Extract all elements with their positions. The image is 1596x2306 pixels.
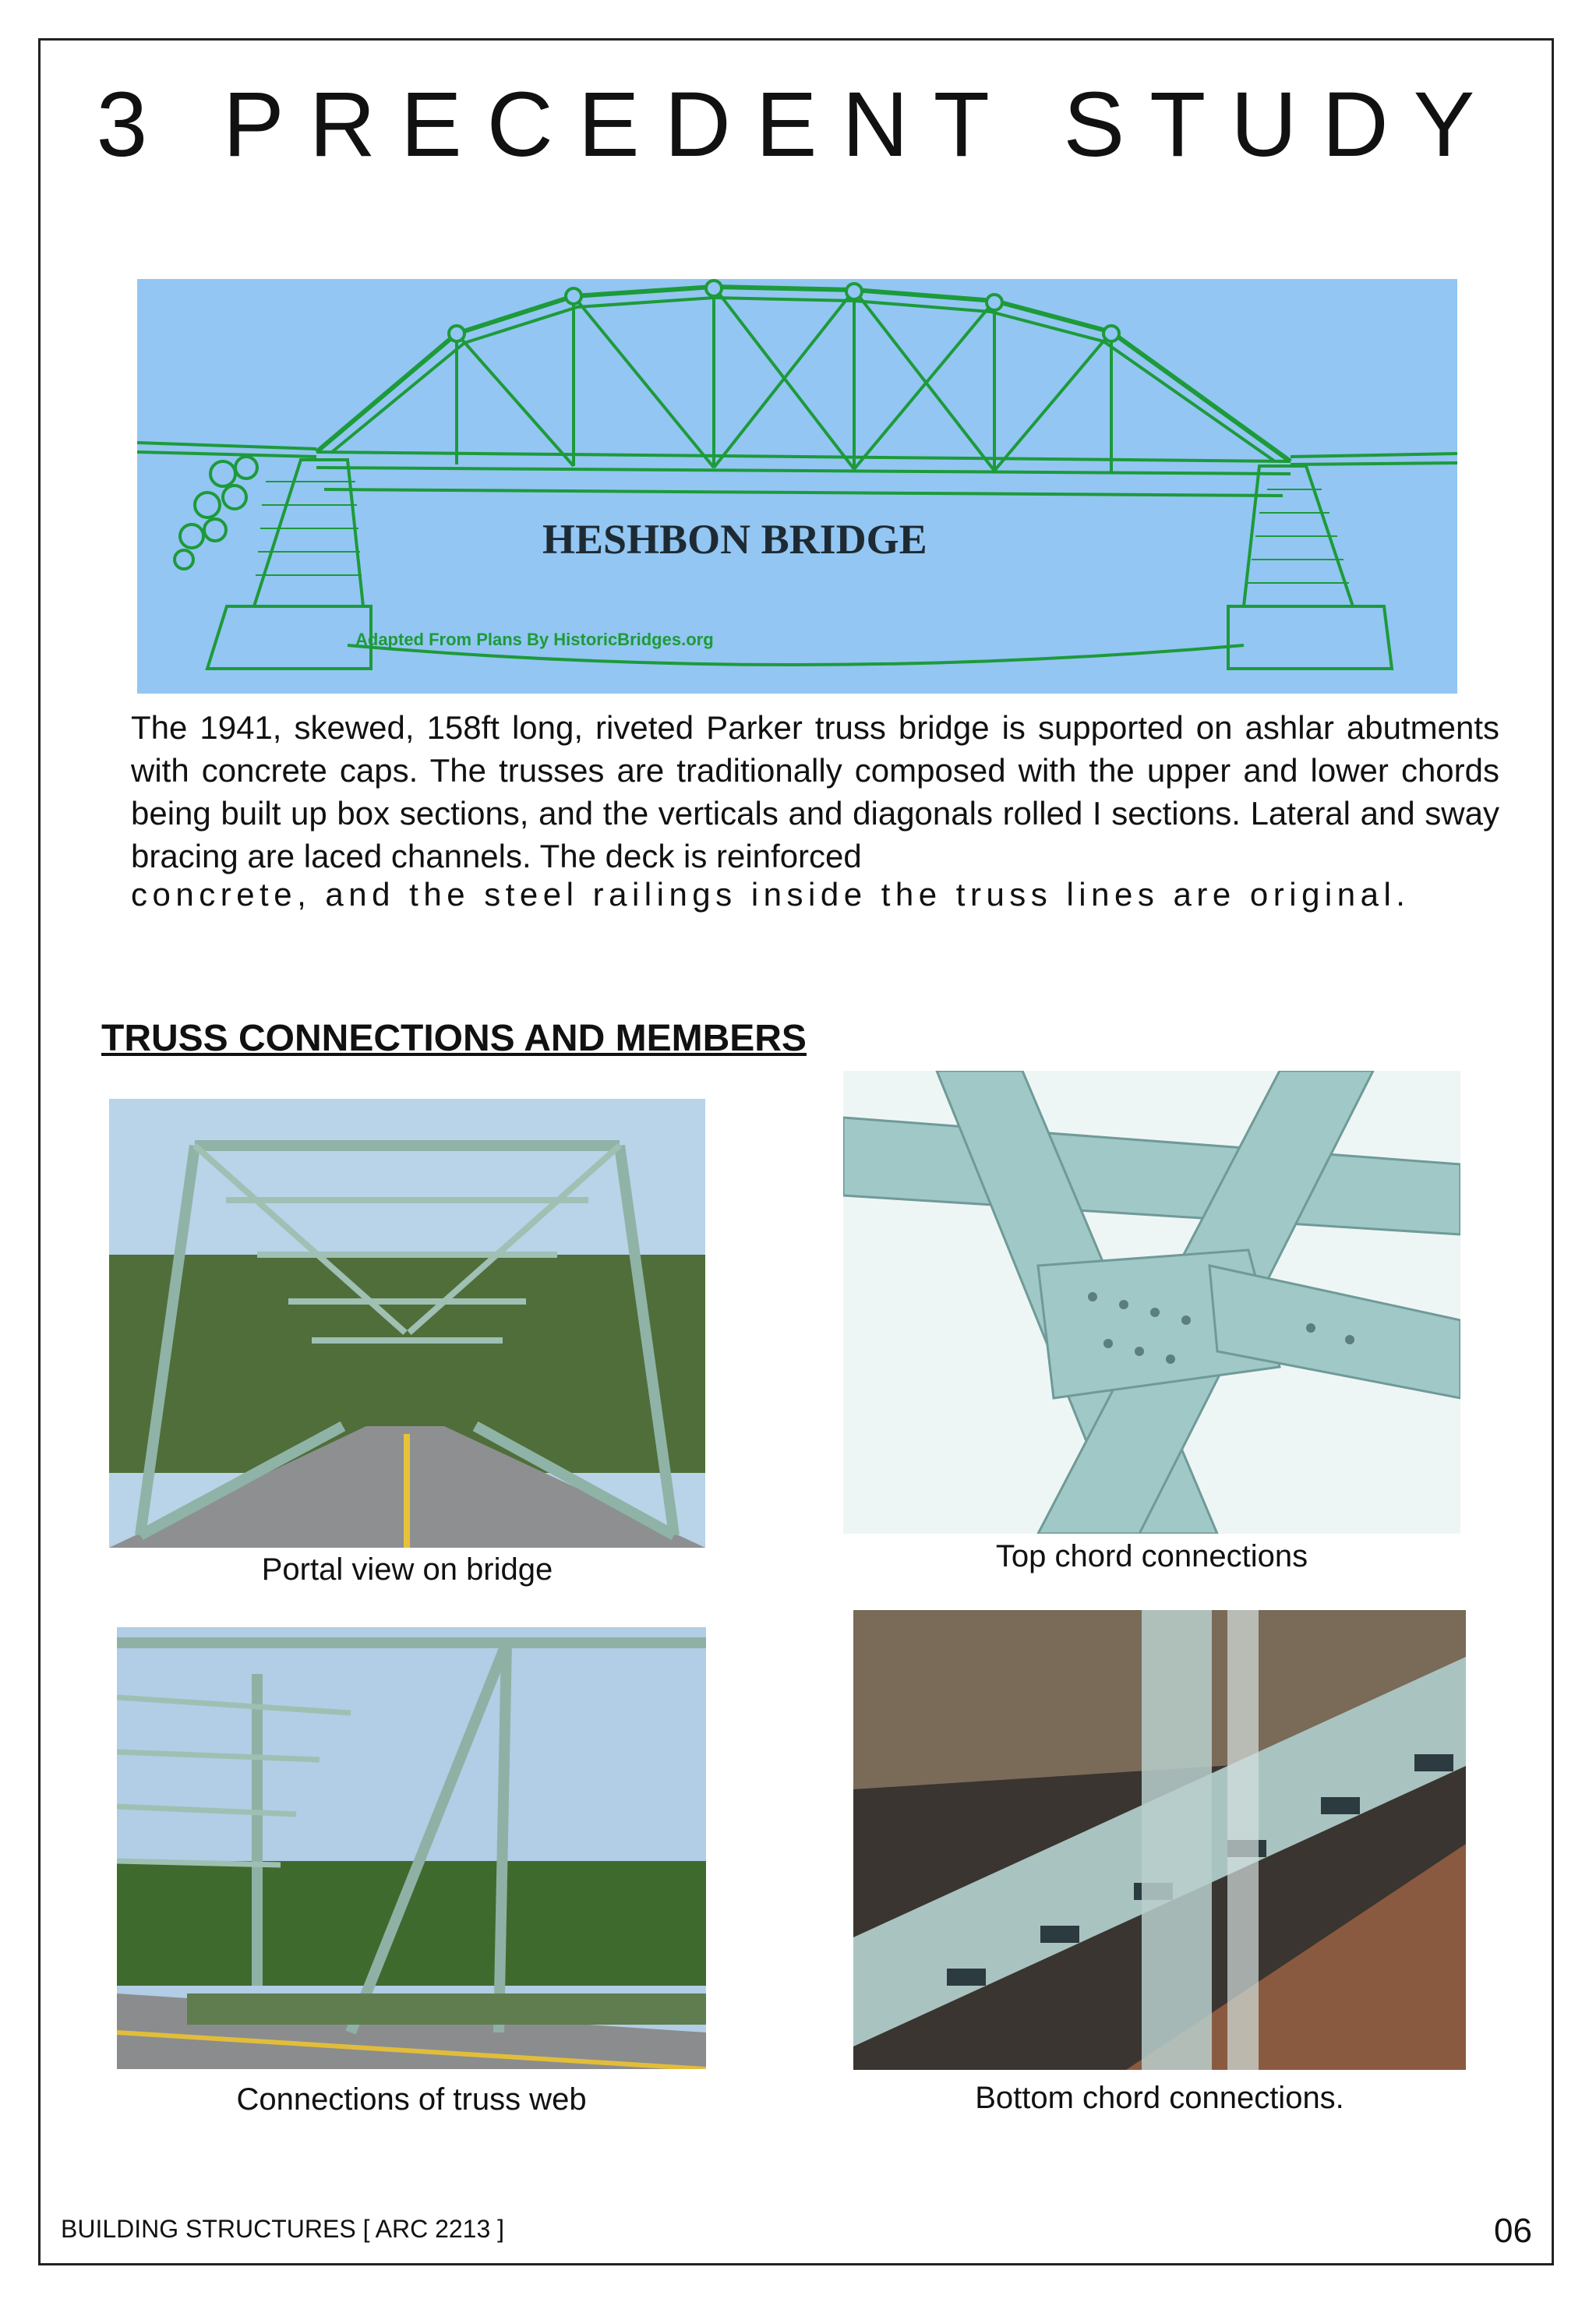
section-heading: TRUSS CONNECTIONS AND MEMBERS [101, 1018, 807, 1059]
photo-top-chord [843, 1071, 1460, 1534]
page-title: 3 PRECEDENT STUDY [96, 73, 1500, 176]
drawing-credit: Adapted From Plans By HistoricBridges.org [355, 630, 714, 649]
caption-portal-view: Portal view on bridge [261, 1552, 553, 1587]
caption-truss-web: Connections of truss web [236, 2082, 587, 2117]
photo-portal-view [109, 1099, 705, 1548]
bridge-elevation-drawing [137, 279, 1457, 694]
caption-bottom-chord: Bottom chord connections. [975, 2081, 1344, 2115]
drawing-label: HESHBON BRIDGE [542, 516, 927, 563]
photo-bottom-chord [853, 1610, 1466, 2070]
footer-course: BUILDING STRUCTURES [ ARC 2213 ] [61, 2215, 505, 2243]
caption-top-chord: Top chord connections [995, 1539, 1308, 1573]
page-number: 06 [1494, 2212, 1532, 2250]
bridge-description-last-line: concrete, and the steel railings inside the truss lines are original. [131, 876, 1411, 913]
photo-truss-web [117, 1627, 706, 2069]
bridge-description: The 1941, skewed, 158ft long, riveted Parker truss bridge is supported on ashlar abutments with concrete caps. The trusses are traditionally composed with the upper and lower chords being built up box sections, and the verticals and diagonals rolled I sections. Lateral and sway bracing are laced channels. The deck is reinforced [131, 709, 1499, 874]
truss-elevation-graphic [137, 279, 1457, 694]
